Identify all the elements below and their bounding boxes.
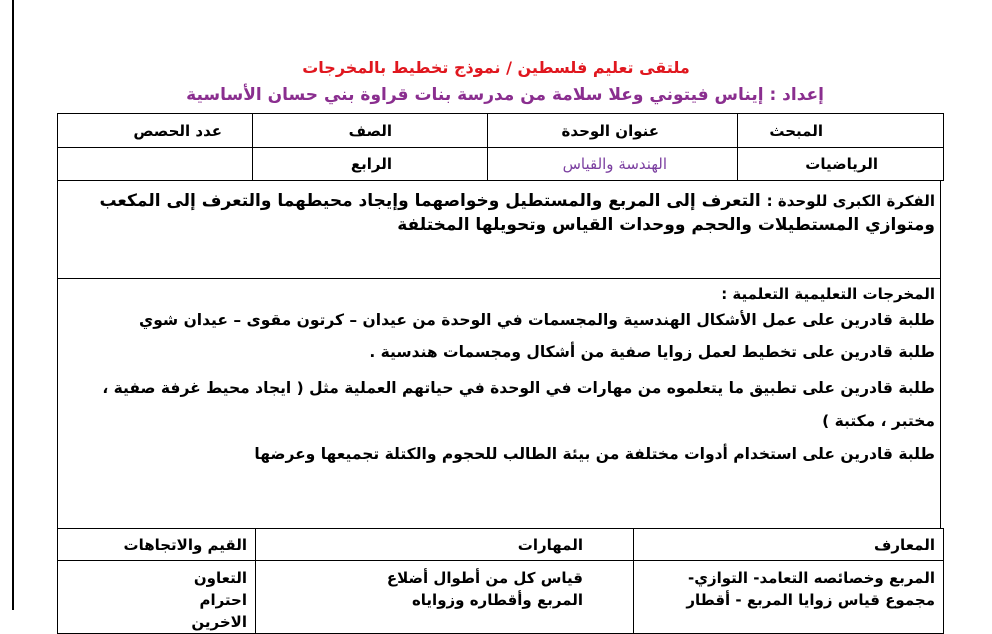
grade-header: الصف: [253, 114, 488, 148]
outcome-item: مختبر ، مكتبة ): [822, 412, 935, 430]
unit-title-header: عنوان الوحدة: [488, 114, 738, 148]
outcome-item: طلبة قادرين على عمل الأشكال الهندسية والمجسمات في الوحدة من عيدان – كرتون مقوى – عيدان شوي: [139, 311, 935, 329]
skills-cell: قياس كل من أطوال أضلاع المربع وأقطاره وزواياه: [256, 561, 634, 634]
big-idea-section: [57, 180, 941, 279]
outcome-item: طلبة قادرين على تطبيق ما يتعلموه من مهارات في الوحدة في حياتهم العملية مثل ( ايجاد محيط غرفة صفية ،: [102, 379, 935, 397]
knowledge-header: المعارف: [634, 529, 944, 561]
page-title: ملتقى تعليم فلسطين / نموذج تخطيط بالمخرجات: [302, 58, 690, 77]
values-header: القيم والاتجاهات: [58, 529, 256, 561]
outcomes-heading: المخرجات التعليمية التعلمية :: [721, 285, 935, 303]
values-cell: التعاون احترام الاخرين: [58, 561, 256, 634]
page-edge-line: [12, 0, 14, 610]
outcome-item: طلبة قادرين على تخطيط لعمل زوايا صفية من أشكال ومجسمات هندسية .: [369, 343, 935, 361]
prepared-by: إعداد : إيناس فيتوني وعلا سلامة من مدرسة بنات قراوة بني حسان الأساسية: [186, 85, 824, 105]
unit-title-value: الهندسة والقياس: [488, 148, 738, 181]
sessions-header: عدد الحصص: [58, 114, 253, 148]
outcomes-section: [57, 279, 941, 529]
skills-header: المهارات: [256, 529, 634, 561]
big-idea-label: الفكرة الكبرى للوحدة :: [766, 192, 935, 210]
subject-header: المبحث: [738, 114, 944, 148]
knowledge-skills-table: [57, 528, 944, 634]
outcome-item: طلبة قادرين على استخدام أدوات مختلفة من بيئة الطالب للحجوم والكتلة تجميعها وعرضها: [254, 445, 935, 463]
info-table: [57, 113, 944, 181]
big-idea-text: التعرف إلى المربع والمستطيل وخواصهما وإيجاد محيطهما والتعرف إلى المكعب ومتوازي المستطيلات والحجم ووحدات القياس وتحويلها المختلفة: [99, 191, 935, 235]
sessions-value: [58, 148, 253, 181]
grade-value: الرابع: [253, 148, 488, 181]
knowledge-cell: المربع وخصائصه التعامد- التوازي- مجموع قياس زوايا المربع - أقطار: [634, 561, 944, 634]
subject-value: الرياضيات: [738, 148, 944, 181]
